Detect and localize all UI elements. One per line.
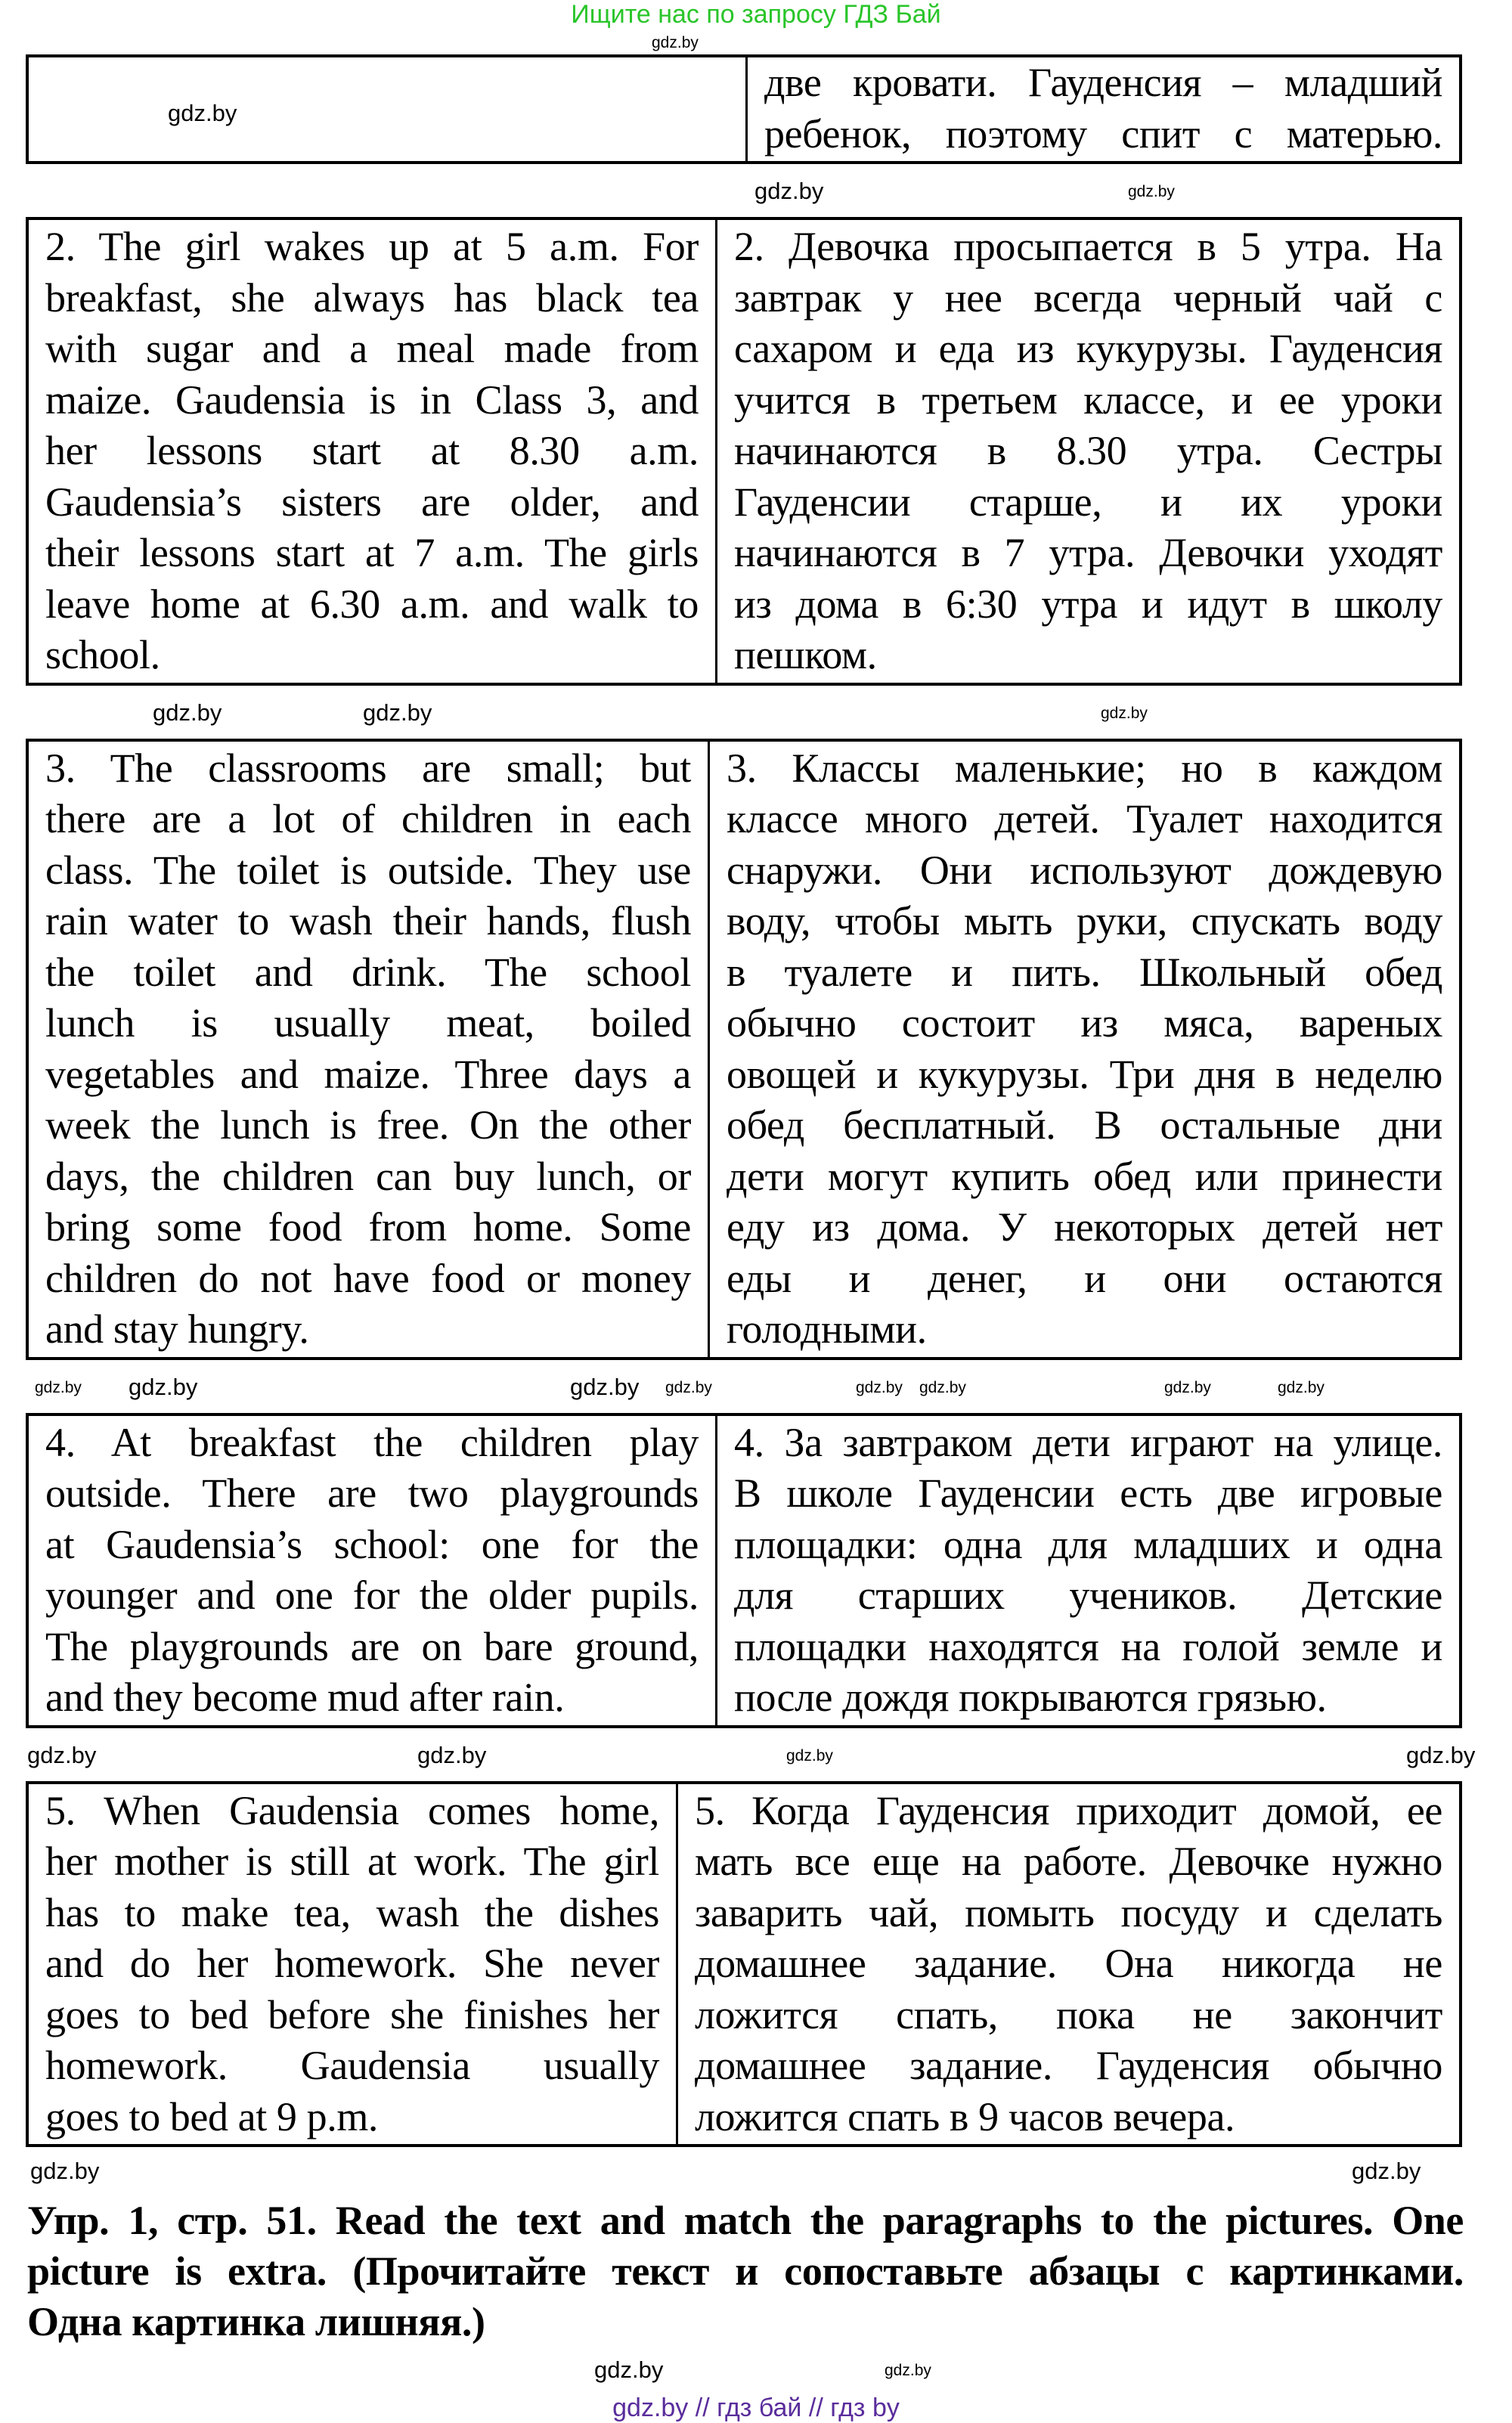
title-line: Одна картинка лишняя.) [27,2299,485,2344]
text-line: there are a lot of children in each [45,796,691,841]
text-line: their lessons start at 7 a.m. The girls [45,530,699,575]
translation-table-3 [26,739,1462,1360]
text-line: with sugar and a meal made from [45,326,699,371]
text-line: The playgrounds are on bare ground, [45,1623,699,1669]
text-line: домашнее задание. Гауденсия обычно [695,2043,1442,2088]
watermark: gdz.by [363,699,432,726]
text-line: мать все еще на работе. Девочке нужно [695,1839,1442,1884]
russian-cell [676,1784,1459,2145]
text-line: rain water to wash their hands, flush [45,898,691,943]
text-line: goes to bed at 9 p.m. [45,2093,379,2139]
watermark: gdz.by [153,699,222,726]
watermark: gdz.by [27,1741,97,1768]
watermark: gdz.by [786,1746,833,1765]
text-line: her lessons start at 8.30 a.m. [45,428,699,473]
translation-table-2 [26,217,1462,686]
text-line: голодными. [727,1306,927,1352]
title-line: picture is extra. (Прочитайте текст и сопоставьте абзацы с картинками. [27,2248,1464,2294]
text-line: пешком. [734,632,877,677]
text-line: классе много детей. Туалет находится [727,796,1442,841]
text-line: заварить чай, помыть посуду и сделать [695,1889,1442,1935]
watermark: gdz.by [919,1378,966,1396]
watermark-row [0,2147,1512,2195]
watermark: gdz.by [885,2362,931,2379]
watermark: gdz.by [1406,1741,1476,1768]
text-line: после дождя покрываются грязью. [734,1675,1327,1720]
watermark-row [0,2347,1512,2393]
text-line: в туалете и пить. Школьный обед [727,949,1442,995]
watermark-row [0,1360,1512,1413]
english-cell [29,1416,715,1725]
watermark: gdz.by [1101,704,1148,722]
text-line: has to make tea, wash the dishes [45,1889,659,1935]
watermark-row [0,164,1512,217]
text-line: 4. At breakfast the children play [45,1419,699,1465]
text-line: and do her homework. She never [45,1941,659,1986]
text-line: площадки: одна для младших и одна [734,1521,1442,1567]
watermark-row [0,1728,1512,1781]
text-line: начинаются в 7 утра. Девочки уходят [734,530,1442,575]
watermark: gdz.by [417,1741,487,1768]
text-line: сахаром и еда из кукурузы. Гауденсия [734,326,1442,371]
text-line: children do not have food or money [45,1255,691,1301]
text-line: breakfast, she always has black tea [45,274,699,321]
text-line: В школе Гауденсии есть две игровые [734,1470,1442,1516]
text-line: снаружи. Они используют дождевую [727,847,1442,893]
english-cell [29,1784,676,2145]
watermark: gdz.by [594,2356,664,2383]
exercise-title [27,2195,1464,2347]
watermark: gdz.by [665,1378,712,1396]
text-line: воду, чтобы мыть руки, спускать воду [727,898,1442,943]
text-line: week the lunch is free. On the other [45,1102,691,1148]
watermark: gdz.by [35,1378,82,1396]
text-line: vegetables and maize. Three days a [45,1051,691,1097]
text-line: еду из дома. У некоторых детей нет [727,1204,1442,1250]
text-line: обычно состоит из мяса, вареных [727,1000,1442,1046]
text-line: 5. When Gaudensia comes home, [45,1787,659,1833]
text-line: две кровати. Гауденсия – младший [764,60,1442,105]
text-line: площадки находятся на голой земле и [734,1623,1442,1669]
text-line: younger and one for the older pupils. [45,1572,699,1618]
text-line: homework. Gaudensia usually [45,2043,659,2088]
text-line: the toilet and drink. The school [45,949,691,995]
watermark: gdz.by [30,2158,100,2184]
english-cell [29,742,708,1357]
title-line: Упр. 1, стр. 51. Read the text and match the paragraphs to the pictures. One [27,2198,1464,2243]
text-line: завтрак у нее всегда черный чай с [734,274,1442,321]
search-banner[interactable]: Ищите нас по запросу ГДЗ Бай [571,0,941,29]
watermark: gdz.by [570,1373,640,1400]
watermark: gdz.by [129,1373,198,1400]
watermark-row [0,29,1512,54]
text-line: 5. Когда Гауденсия приходит домой, ее [695,1787,1442,1833]
watermark: gdz.by [1164,1378,1211,1396]
text-line: her mother is still at work. The girl [45,1839,659,1884]
text-line: обед бесплатный. В остальные дни [727,1102,1442,1148]
watermark: gdz.by [1128,183,1175,200]
text-line: 3. Классы маленькие; но в каждом [727,745,1442,791]
text-line: еды и денег, и они остаются [727,1255,1442,1301]
text-line: ложится спать в 9 часов вечера. [695,2093,1235,2139]
russian-cell [715,1416,1459,1725]
translation-table-5 [26,1781,1462,2148]
text-line: and stay hungry. [45,1306,309,1352]
text-line: 3. The classrooms are small; but [45,745,691,791]
text-line: at Gaudensia’s school: one for the [45,1521,699,1567]
text-line: ребенок, поэтому спит с матерью. [764,110,1442,156]
text-line: outside. There are two playgrounds [45,1470,699,1516]
watermark: gdz.by [168,100,237,126]
text-line: Гауденсии старше, и их уроки [734,479,1442,525]
text-line: дети могут купить обед или принести [727,1153,1442,1199]
text-line: maize. Gaudensia is in Class 3, and [45,376,699,423]
watermark: gdz.by [754,178,824,204]
text-line: 2. The girl wakes up at 5 a.m. For [45,224,699,269]
watermark: gdz.by [652,34,699,51]
text-line: учится в третьем классе, и ее уроки [734,376,1442,423]
text-line: овощей и кукурузы. Три дня в неделю [727,1051,1442,1097]
russian-cell [745,57,1459,161]
watermark: gdz.by [856,1378,903,1396]
text-line: Gaudensia’s sisters are older, and [45,479,699,525]
text-line: 4. За завтраком дети играют на улице. [734,1419,1442,1465]
watermark: gdz.by [1352,2158,1421,2184]
text-line: ложится спать, пока не закончит [695,1991,1442,2037]
watermark-row [0,686,1512,739]
russian-cell [715,220,1459,683]
watermark: gdz.by [1278,1378,1325,1396]
text-line: начинаются в 8.30 утра. Сестры [734,428,1442,473]
text-line: class. The toilet is outside. They use [45,847,691,893]
text-line: bring some food from home. Some [45,1204,691,1250]
text-line: 2. Девочка просыпается в 5 утра. На [734,224,1442,269]
text-line: school. [45,632,160,677]
text-line: days, the children can buy lunch, or [45,1153,691,1199]
translation-table-1 [26,54,1462,164]
text-line: домашнее задание. Она никогда не [695,1941,1442,1986]
translation-table-4 [26,1413,1462,1728]
footer-links[interactable]: gdz.by // гдз бай // гдз by [612,2394,900,2422]
russian-cell [708,742,1459,1357]
text-line: из дома в 6:30 утра и идут в школу [734,581,1442,627]
text-line: lunch is usually meat, boiled [45,1000,691,1046]
english-cell [29,57,745,161]
text-line: leave home at 6.30 a.m. and walk to [45,581,699,627]
text-line: для старших учеников. Детские [734,1572,1442,1618]
english-cell [29,220,715,683]
text-line: goes to bed before she finishes her [45,1991,659,2037]
text-line: and they become mud after rain. [45,1675,565,1720]
